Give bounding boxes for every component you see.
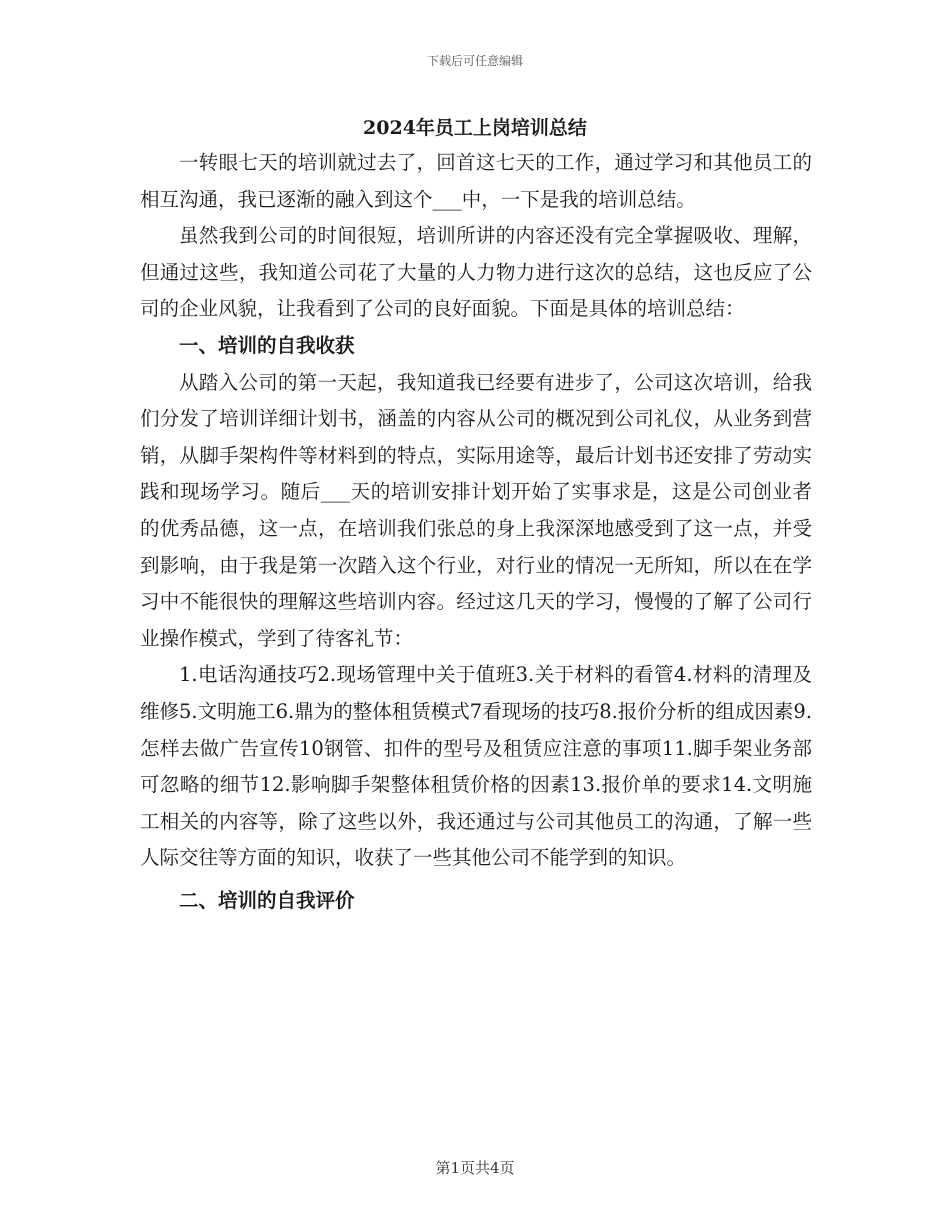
intro-paragraph-1: 一转眼七天的培训就过去了，回首这七天的工作，通过学习和其他员工的相互沟通，我已逐渐的融入到这个___中，一下是我的培训总结。 xyxy=(140,151,812,211)
intro-paragraph-2: 虽然我到公司的时间很短，培训所讲的内容还没有完全掌握吸收、理解，但通过这些，我知道公司花了大量的人力物力进行这次的总结，这也反应了公司的企业风貌，让我看到了公司的良好面貌。下面是具体的培训总结： xyxy=(140,224,812,321)
section-1-paragraph-1: 从踏入公司的第一天起，我知道我已经要有进步了，公司这次培训，给我们分发了培训详细计划书，涵盖的内容从公司的概况到公司礼仪，从业务到营销，从脚手架构件等材料到的特点，实际用途等，最后计划书还安排了劳动实践和现场学习。随后___天的培训安排计划开始了实事求是，这是公司创业者的优秀品德，这一点，在培训我们张总的身上我深深地感受到了这一点，并受到影响，由于我是第一次踏入这个行业，对行业的情况一无所知，所以在在学习中不能很快的理解这些培训内容。经过这几天的学习，慢慢的了解了公司行业操作模式，学到了待客礼节： xyxy=(140,370,812,650)
page-header-note: 下载后可任意编辑 xyxy=(426,54,523,68)
document-body xyxy=(140,145,812,919)
document-title: 2024年员工上岗培训总结 xyxy=(363,117,587,139)
section-1-paragraph-2: 1.电话沟通技巧2.现场管理中关于值班3.关于材料的看管4.材料的清理及维修5.文明施工6.鼎为的整体租赁模式7看现场的技巧8.报价分析的组成因素9.怎样去做广告宣传10钢管、扣件的型号及租赁应注意的事项11.脚手架业务部可忽略的细节12.影响脚手架整体租赁价格的因素13.报价单的要求14.文明施工相关的内容等，除了这些以外，我还通过与公司其他员工的沟通，了解一些人际交往等方面的知识，收获了一些其他公司不能学到的知识。 xyxy=(140,663,812,870)
section-1-heading: 一、培训的自我收获 xyxy=(179,333,355,357)
section-2-heading: 二、培训的自我评价 xyxy=(179,888,355,912)
page-number-footer: 第1页共4页 xyxy=(435,1159,515,1177)
